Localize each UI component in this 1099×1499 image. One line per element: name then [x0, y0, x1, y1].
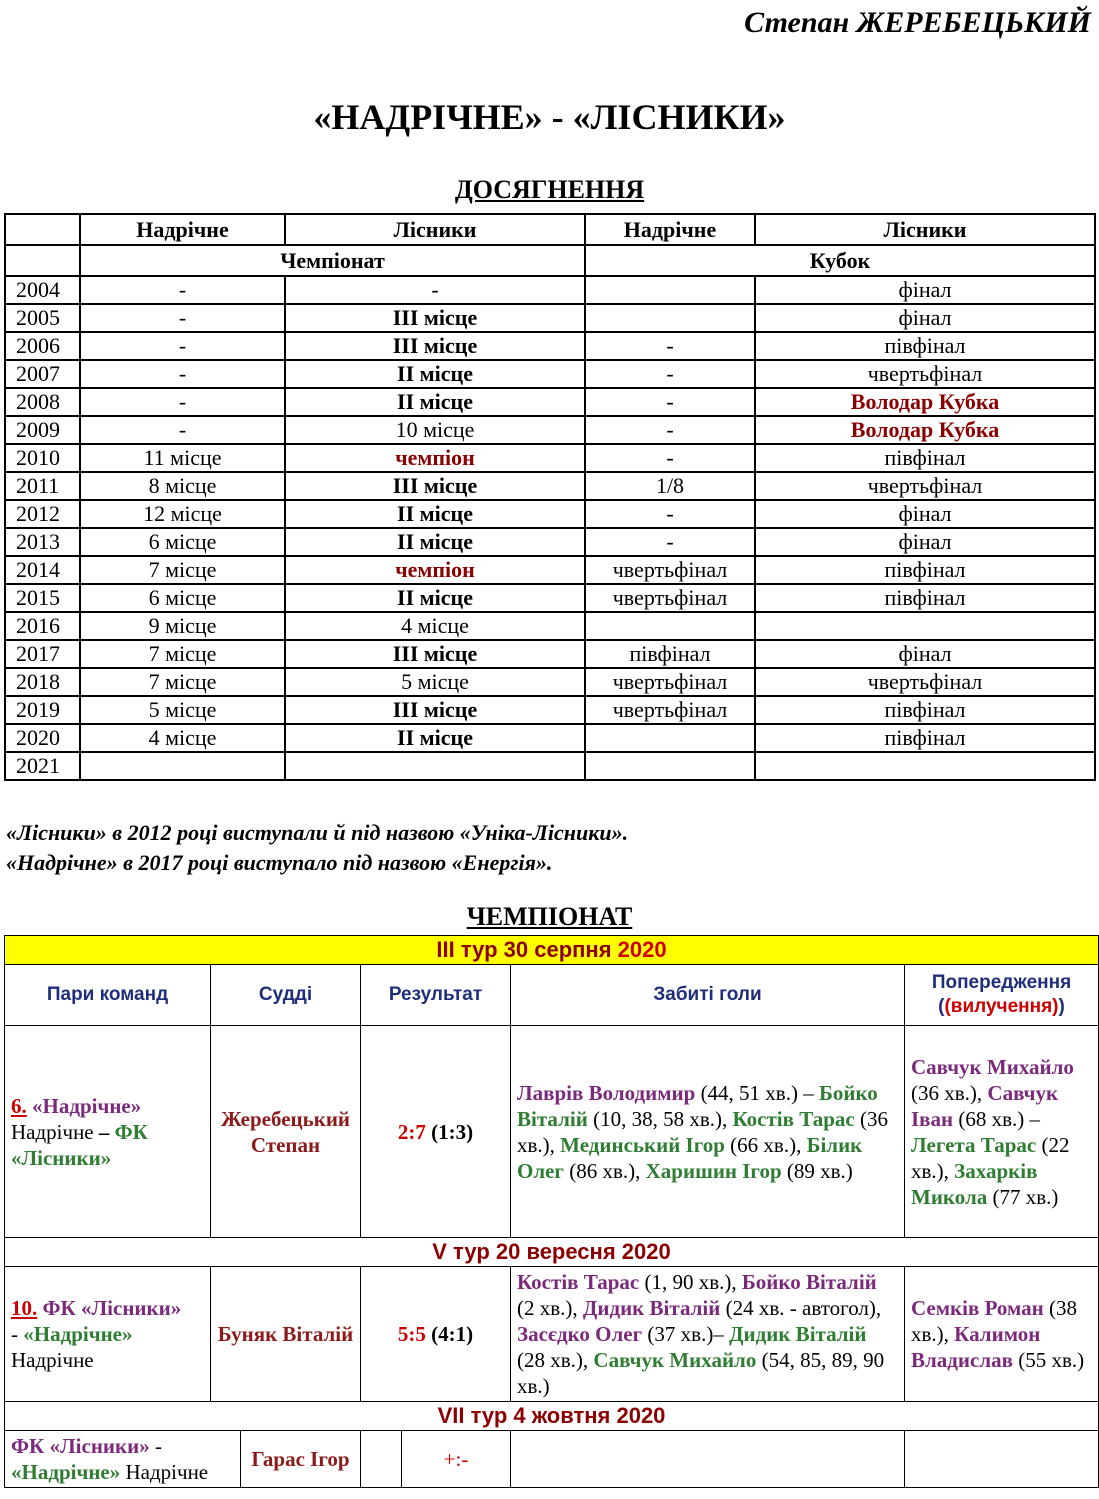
lisnyky-league-cell: 5 місце	[285, 668, 585, 696]
nadrichne-league-cell: 8 місце	[80, 472, 285, 500]
nadrichne-league-cell: -	[80, 388, 285, 416]
year-cell: 2005	[5, 304, 80, 332]
nadrichne-cup-cell: -	[585, 416, 755, 444]
player-name: Семків Роман	[911, 1296, 1044, 1320]
lisnyky-cup-cell: чвертьфінал	[755, 472, 1095, 500]
minute-text: (2 хв.),	[517, 1296, 583, 1320]
lisnyky-league-cell: 10 місце	[285, 416, 585, 444]
lisnyky-cup-cell: чвертьфінал	[755, 360, 1095, 388]
lisnyky-cup-cell: півфінал	[755, 444, 1095, 472]
match-tour3-pair	[5, 1026, 211, 1238]
tour3-label	[5, 936, 1099, 965]
minute-text: (55 хв.)	[1012, 1348, 1085, 1372]
achievement-row	[5, 528, 1095, 556]
nadrichne-league-cell: -	[80, 360, 285, 388]
lisnyky-cup-cell	[755, 612, 1095, 640]
match-tour7-spacer	[361, 1431, 402, 1487]
author-name: Степан ЖЕРЕБЕЦЬКИЙ	[744, 6, 1091, 39]
lisnyky-league-cell: ІІІ місце	[285, 640, 585, 668]
match-tour5-number: 10.	[11, 1296, 38, 1320]
lisnyky-league-cell: 4 місце	[285, 612, 585, 640]
lisnyky-cup-cell: Володар Кубка	[755, 416, 1095, 444]
lisnyky-league-cell: ІІІ місце	[285, 696, 585, 724]
match-tour3-cards	[905, 1026, 1099, 1238]
match-tour7	[5, 1431, 1099, 1488]
nadrichne-cup-cell: -	[585, 360, 755, 388]
achievements-heading: ДОСЯГНЕННЯ	[454, 175, 645, 204]
lisnyky-league-cell: чемпіон	[285, 444, 585, 472]
player-name: Харишин Ігор	[645, 1158, 782, 1183]
lisnyky-league-cell: ІІ місце	[285, 500, 585, 528]
header-lisnyky-league: Лісники	[285, 214, 585, 245]
nadrichne-cup-cell: чвертьфінал	[585, 584, 755, 612]
year-cell: 2012	[5, 500, 80, 528]
player-name: Костів Тарас	[732, 1106, 855, 1131]
minute-text: (10, 38, 58 хв.),	[587, 1106, 733, 1131]
nadrichne-league-cell: -	[80, 416, 285, 444]
nadrichne-cup-cell: 1/8	[585, 472, 755, 500]
match-tour3-half: (1:3)	[425, 1119, 474, 1144]
player-name: Дидик Віталій	[582, 1296, 721, 1320]
minute-text: (86 хв.),	[563, 1158, 646, 1183]
lisnyky-cup-cell: фінал	[755, 528, 1095, 556]
achievement-row	[5, 500, 1095, 528]
match-tour5-referee: Буняк Віталій	[211, 1267, 361, 1402]
nadrichne-cup-cell	[585, 752, 755, 780]
nadrichne-league-cell: 4 місце	[80, 724, 285, 752]
lisnyky-league-cell: чемпіон	[285, 556, 585, 584]
lisnyky-cup-cell: фінал	[755, 500, 1095, 528]
nadrichne-league-cell: 7 місце	[80, 640, 285, 668]
match-tour7-referee: Гарас Ігор	[251, 1447, 350, 1471]
header-empty	[5, 214, 80, 245]
minute-text: (77 хв.)	[987, 1184, 1059, 1209]
nadrichne-league-cell: 7 місце	[80, 668, 285, 696]
achievement-row	[5, 388, 1095, 416]
lisnyky-cup-cell: півфінал	[755, 332, 1095, 360]
group-empty	[5, 245, 80, 276]
nadrichne-cup-cell: чвертьфінал	[585, 556, 755, 584]
nadrichne-cup-cell: півфінал	[585, 640, 755, 668]
tour3-row	[5, 936, 1099, 965]
nadrichne-cup-cell	[585, 612, 755, 640]
match-tour5-home: ФК «Лісники»	[42, 1296, 182, 1320]
year-cell: 2020	[5, 724, 80, 752]
header-warnings	[905, 965, 1099, 1026]
player-name: –	[713, 1322, 730, 1346]
nadrichne-cup-cell: -	[585, 388, 755, 416]
match-tour7-away: «Надрічне»	[11, 1460, 121, 1484]
lisnyky-league-cell: ІІ місце	[285, 584, 585, 612]
match-tour3-referee: Жеребецький Степан	[211, 1026, 361, 1238]
tour3-year: 2020	[617, 937, 667, 962]
achievement-row	[5, 276, 1095, 304]
lisnyky-league-cell	[285, 752, 585, 780]
nadrichne-league-cell: -	[80, 276, 285, 304]
minute-text: (28 хв.),	[517, 1348, 594, 1372]
year-cell: 2015	[5, 584, 80, 612]
year-cell: 2014	[5, 556, 80, 584]
nadrichne-league-cell: 7 місце	[80, 556, 285, 584]
match-tour3	[5, 1026, 1099, 1238]
lisnyky-cup-cell: Володар Кубка	[755, 388, 1095, 416]
note-lisnyky: «Лісники» в 2012 році виступали й під назвою «Уніка-Лісники».	[6, 820, 629, 845]
player-name: Савчук Михайло	[911, 1054, 1074, 1079]
player-name: Савчук Іван	[911, 1080, 1059, 1131]
tour5-row	[5, 1238, 1099, 1267]
header-referees: Судді	[211, 965, 361, 1026]
tour7-label: VII тур 4 жовтня 2020	[5, 1402, 1099, 1431]
nadrichne-league-cell: 5 місце	[80, 696, 285, 724]
match-tour7-venue: Надрічне	[120, 1460, 209, 1484]
match-tour5	[5, 1267, 1099, 1402]
achievement-row	[5, 668, 1095, 696]
match-tour5-dash: -	[11, 1322, 24, 1346]
nadrichne-cup-cell: чвертьфінал	[585, 668, 755, 696]
minute-text: (37 хв.)	[642, 1322, 714, 1346]
achievement-row	[5, 360, 1095, 388]
note-nadrichne: «Надрічне» в 2017 році виступало під назвою «Енергія».	[6, 850, 553, 875]
lisnyky-cup-cell: чвертьфінал	[755, 668, 1095, 696]
player-name: Захарків Микола	[911, 1158, 1038, 1209]
header-sendoffs-word: (вилучення)	[944, 996, 1059, 1017]
nadrichne-cup-cell: -	[585, 332, 755, 360]
match-tour7-pair	[5, 1431, 241, 1487]
match-tour3-result	[361, 1026, 511, 1238]
championship-heading: ЧЕМПІОНАТ	[466, 902, 633, 931]
match-tour3-number: 6.	[11, 1093, 27, 1118]
year-cell: 2019	[5, 696, 80, 724]
nadrichne-cup-cell	[585, 276, 755, 304]
match-tour7-cards	[905, 1431, 1099, 1488]
match-tour5-goals	[511, 1267, 905, 1402]
nadrichne-league-cell: 9 місце	[80, 612, 285, 640]
minute-text: (38 хв.),	[911, 1296, 1077, 1346]
match-tour7-result-cell	[361, 1431, 511, 1488]
matches-table	[4, 935, 1099, 1488]
lisnyky-cup-cell: півфінал	[755, 556, 1095, 584]
lisnyky-cup-cell: фінал	[755, 640, 1095, 668]
header-lisnyky-cup: Лісники	[755, 214, 1095, 245]
match-tour7-goals	[511, 1431, 905, 1488]
match-tour5-away: «Надрічне»	[23, 1322, 133, 1346]
matches-header-row	[5, 965, 1099, 1026]
tour3-label-text: ІІІ тур 30 серпня	[436, 937, 618, 962]
achievement-row	[5, 724, 1095, 752]
achievement-row	[5, 640, 1095, 668]
match-tour5-pair	[5, 1267, 211, 1402]
match-tour3-goals	[511, 1026, 905, 1238]
lisnyky-cup-cell: півфінал	[755, 724, 1095, 752]
header-goals: Забиті голи	[511, 965, 905, 1026]
header-pairs: Пари команд	[5, 965, 211, 1026]
year-cell: 2008	[5, 388, 80, 416]
lisnyky-league-cell: ІІ місце	[285, 388, 585, 416]
year-cell: 2007	[5, 360, 80, 388]
nadrichne-league-cell: -	[80, 332, 285, 360]
minute-text: (54, 85, 89, 90 хв.)	[517, 1348, 885, 1398]
minute-text: (22 хв.),	[911, 1132, 1070, 1183]
player-name: Костів Тарас	[517, 1270, 640, 1294]
nadrichne-league-cell: 6 місце	[80, 584, 285, 612]
lisnyky-league-cell: ІІ місце	[285, 528, 585, 556]
year-cell: 2004	[5, 276, 80, 304]
year-cell: 2016	[5, 612, 80, 640]
lisnyky-league-cell: ІІІ місце	[285, 472, 585, 500]
minute-text: (68 хв.) –	[953, 1106, 1041, 1131]
achievement-row	[5, 612, 1095, 640]
achievements-table	[4, 213, 1096, 781]
lisnyky-cup-cell: півфінал	[755, 696, 1095, 724]
achievement-row	[5, 752, 1095, 780]
player-name: Засєдко Олег	[517, 1322, 643, 1346]
nadrichne-league-cell	[80, 752, 285, 780]
lisnyky-league-cell: -	[285, 276, 585, 304]
match-tour3-home: «Надрічне»	[32, 1093, 142, 1118]
match-tour5-cards	[905, 1267, 1099, 1402]
match-tour3-venue: Надрічне	[11, 1119, 94, 1144]
match-tour7-left	[5, 1431, 361, 1488]
tour7-row	[5, 1402, 1099, 1431]
player-name: Савчук Михайло	[593, 1348, 757, 1372]
header-sendoffs-text: ((вилучення))	[938, 996, 1065, 1017]
minute-text: (1, 90 хв.),	[639, 1270, 742, 1294]
lisnyky-league-cell: ІІІ місце	[285, 304, 585, 332]
minute-text: (66 хв.),	[724, 1132, 807, 1157]
match-tour7-home: ФК «Лісники»	[11, 1434, 150, 1458]
match-tour5-result	[361, 1267, 511, 1402]
achievement-row	[5, 416, 1095, 444]
minute-text: (24 хв. - автогол),	[720, 1296, 882, 1320]
achievements-header-row	[5, 214, 1095, 245]
year-cell: 2010	[5, 444, 80, 472]
nadrichne-league-cell: 11 місце	[80, 444, 285, 472]
header-result: Результат	[361, 965, 511, 1026]
player-name: Білик Олег	[517, 1132, 863, 1183]
player-name: Бойко Віталій	[517, 1080, 878, 1131]
achievement-row	[5, 304, 1095, 332]
minute-text: (44, 51 хв.) –	[695, 1080, 819, 1105]
achievement-row	[5, 696, 1095, 724]
player-name: Мединський Ігор	[560, 1132, 725, 1157]
nadrichne-cup-cell: -	[585, 528, 755, 556]
group-cup: Кубок	[585, 245, 1095, 276]
lisnyky-cup-cell: півфінал	[755, 584, 1095, 612]
player-name: Бойко Віталій	[741, 1270, 877, 1294]
minute-text: (36 хв.),	[517, 1106, 888, 1157]
player-name: Калимон Владислав	[911, 1322, 1041, 1372]
achievement-row	[5, 444, 1095, 472]
match-tour3-away: ФК «Лісники»	[11, 1119, 148, 1170]
achievement-row	[5, 584, 1095, 612]
achievement-row	[5, 472, 1095, 500]
nadrichne-cup-cell: -	[585, 444, 755, 472]
lisnyky-league-cell: ІІІ місце	[285, 332, 585, 360]
match-tour7-dash: -	[149, 1434, 162, 1458]
match-tour5-venue: Надрічне	[11, 1348, 94, 1372]
year-cell: 2013	[5, 528, 80, 556]
minute-text: (89 хв.)	[781, 1158, 853, 1183]
match-tour5-score: 5:5	[397, 1322, 426, 1346]
year-cell: 2011	[5, 472, 80, 500]
player-name: Лаврів Володимир	[517, 1080, 696, 1105]
header-nadrichne-league: Надрічне	[80, 214, 285, 245]
match-tour3-score: 2:7	[397, 1119, 426, 1144]
header-nadrichne-cup: Надрічне	[585, 214, 755, 245]
nadrichne-cup-cell	[585, 724, 755, 752]
year-cell: 2009	[5, 416, 80, 444]
nadrichne-league-cell: 6 місце	[80, 528, 285, 556]
tour5-label: V тур 20 вересня 2020	[5, 1238, 1099, 1267]
player-name: Дидик Віталій	[729, 1322, 867, 1346]
minute-text: (36 хв.),	[911, 1080, 988, 1105]
nadrichne-cup-cell: чвертьфінал	[585, 696, 755, 724]
lisnyky-cup-cell: фінал	[755, 304, 1095, 332]
player-name: Легета Тарас	[911, 1132, 1037, 1157]
year-cell: 2018	[5, 668, 80, 696]
nadrichne-league-cell: -	[80, 304, 285, 332]
nadrichne-cup-cell	[585, 304, 755, 332]
year-cell: 2017	[5, 640, 80, 668]
notes	[6, 818, 628, 878]
lisnyky-cup-cell: фінал	[755, 276, 1095, 304]
match-tour7-score: +:-	[443, 1447, 469, 1471]
nadrichne-cup-cell: -	[585, 500, 755, 528]
header-warnings-text: Попередження	[931, 972, 1072, 993]
achievement-row	[5, 556, 1095, 584]
match-tour5-half: (4:1)	[425, 1322, 474, 1346]
lisnyky-cup-cell	[755, 752, 1095, 780]
achievement-row	[5, 332, 1095, 360]
page-title: «НАДРІЧНЕ» - «ЛІСНИКИ»	[313, 97, 786, 137]
lisnyky-league-cell: ІІ місце	[285, 360, 585, 388]
group-league: Чемпіонат	[80, 245, 585, 276]
match-tour3-dash: –	[93, 1119, 115, 1144]
lisnyky-league-cell: ІІ місце	[285, 724, 585, 752]
achievements-group-row	[5, 245, 1095, 276]
nadrichne-league-cell: 12 місце	[80, 500, 285, 528]
year-cell: 2006	[5, 332, 80, 360]
year-cell: 2021	[5, 752, 80, 780]
